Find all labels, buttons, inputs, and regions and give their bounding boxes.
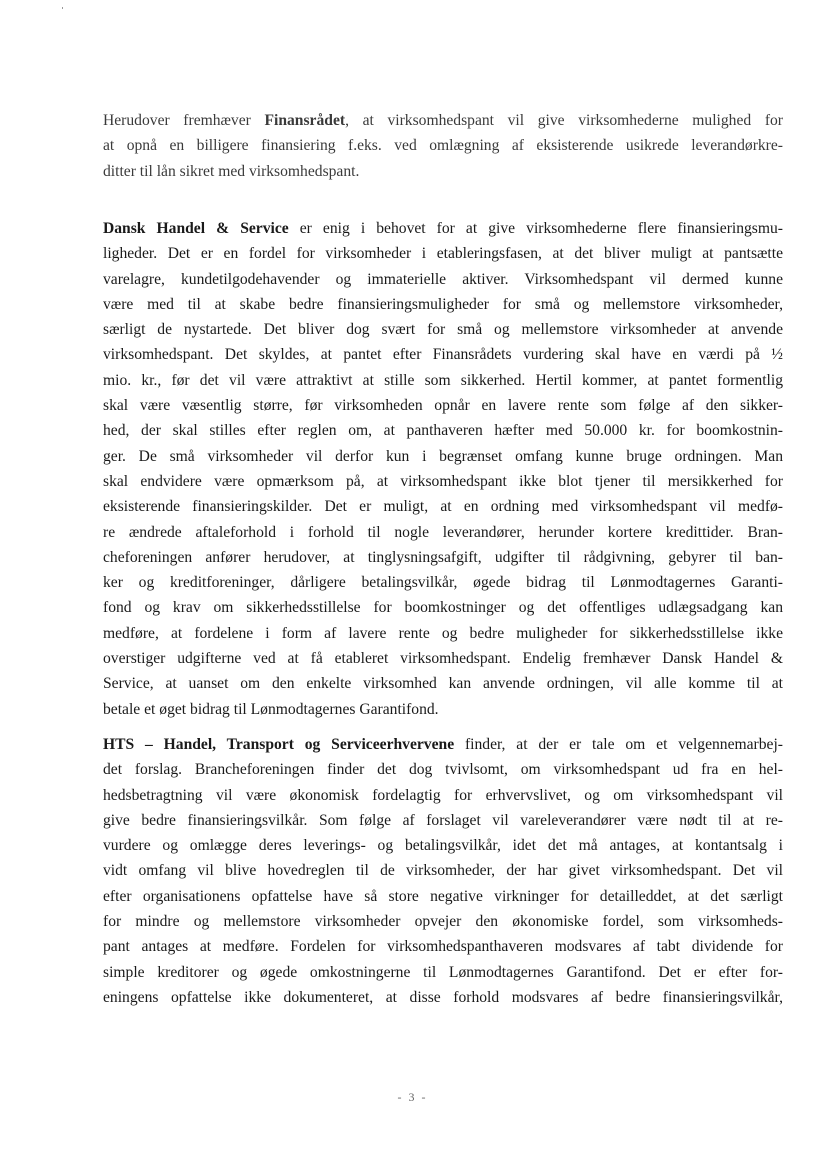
text-line: pant antages at medføre. Fordelen for virksomhedspanthaveren modsvares af tabt dividende for xyxy=(103,938,783,956)
organization-name: Finansrådet xyxy=(264,112,346,129)
text-line: mio. kr., før det vil være attraktivt at stille som sikkerhed. Hertil kommer, at pantet formentlig xyxy=(103,371,783,389)
text-line: eksisterende finansieringskilder. Det er muligt, at en ordning med virksomhedspant vil medfø- xyxy=(103,498,783,516)
text-line: eningens opfattelse ikke dokumenteret, at disse forhold modsvares af bedre finansieringsvilkår, xyxy=(103,988,783,1006)
text-run: , at virksomhedspant vil give virksomhederne mulighed for xyxy=(345,112,783,129)
organization-name: HTS – Handel, Transport og Serviceerhvervene xyxy=(103,736,455,753)
text-line: betale et øget bidrag til Lønmodtagernes Garantifond. xyxy=(103,700,439,718)
text-line xyxy=(103,216,783,241)
paragraph-dansk-handel-service xyxy=(103,216,783,722)
text-run: finder, at der er tale om et velgennemarbej- xyxy=(454,736,783,753)
text-line: simple kreditorer og øgede omkostningerne til Lønmodtagernes Garantifond. Det er efter for- xyxy=(103,963,783,981)
text-line: hedsbetragtning vil være økonomisk fordelagtig for erhvervslivet, og om virksomhedspant vil xyxy=(103,786,783,804)
text-line: vidt omfang vil blive hovedreglen til de virksomheder, der har givet virksomhedspant. Det vil xyxy=(103,862,783,880)
text-line: medføre, at fordelene i form af lavere rente og bedre muligheder for sikkerhedsstillelse ikke xyxy=(103,624,783,642)
text-line xyxy=(103,108,783,133)
text-line: vurdere og omlægge deres leverings- og betalingsvilkår, idet det må antages, at kontantsalg i xyxy=(103,837,783,855)
text-line: det forslag. Brancheforeningen finder det dog tvivlsomt, om virksomhedspant ud fra en hel- xyxy=(103,761,783,779)
text-line: skal være væsentlig større, før virksomheden opnår en lavere rente som følge af den sikker- xyxy=(103,397,783,415)
text-line: ker og kreditforeninger, dårligere betalingsvilkår, øgede bidrag til Lønmodtagernes Garanti- xyxy=(103,574,783,592)
text-line xyxy=(103,732,783,757)
text-line: cheforeningen anfører herudover, at tinglysningsafgift, udgifter til rådgivning, gebyrer til ban- xyxy=(103,548,783,566)
text-line: Service, at uanset om den enkelte virksomhed kan anvende ordningen, vil alle komme til at xyxy=(103,675,783,693)
text-line: skal endvidere være opmærksom på, at virksomhedspant ikke blot tjener til mersikkerhed for xyxy=(103,472,783,490)
page-number: - 3 - xyxy=(397,1090,428,1104)
organization-name: Dansk Handel & Service xyxy=(103,220,289,237)
text-line: at opnå en billigere finansiering f.eks. ved omlægning af eksisterende usikrede leverandørkre- xyxy=(103,137,783,155)
text-line: virksomhedspant. Det skyldes, at pantet efter Finansrådets vurdering skal have en værdi på ½ xyxy=(103,346,783,364)
text-line: overstiger udgifterne ved at få etableret virksomhedspant. Endelig fremhæver Dansk Handel & xyxy=(103,650,783,668)
text-line: være med til at skabe bedre finansieringsmuligheder for små og mellemstore virksomheder, xyxy=(103,295,783,313)
text-line: efter organisationens opfattelse have så store negative virkninger for detailleddet, at det særligt xyxy=(103,887,783,905)
text-line: for mindre og mellemstore virksomheder opvejer den økonomiske fordel, som virksomheds- xyxy=(103,913,783,931)
text-line: ditter til lån sikret med virksomhedspant. xyxy=(103,162,360,180)
text-line: fond og krav om sikkerhedsstillelse for boomkostninger og det offentliges udlægsadgang kan xyxy=(103,599,783,617)
text-line: særligt de nystartede. Det bliver dog svært for små og mellemstore virksomheder at anvende xyxy=(103,321,783,339)
text-line: give bedre finansieringsvilkår. Som følge af forslaget vil vareleverandører være nødt til at re- xyxy=(103,811,783,829)
text-line: re ændrede aftaleforhold i forhold til nogle leverandører, herunder kortere kredittider. Bran- xyxy=(103,523,783,541)
scan-speck xyxy=(62,7,63,9)
text-line: varelagre, kundetilgodehavender og immaterielle aktiver. Virksomhedspant vil dermed kunne xyxy=(103,270,783,288)
text-run: Herudover fremhæver xyxy=(103,112,265,129)
paragraph-finansraadet xyxy=(103,108,783,184)
paragraph-hts xyxy=(103,732,783,1010)
text-line: ger. De små virksomheder vil derfor kun i begrænset omfang kunne bruge ordningen. Man xyxy=(103,447,783,465)
text-line: ligheder. Det er en fordel for virksomheder i etableringsfasen, at det bliver muligt at pantsætte xyxy=(103,245,783,263)
text-run: er enig i behovet for at give virksomhederne flere finansieringsmu- xyxy=(288,220,783,237)
text-line: hed, der skal stilles efter reglen om, at panthaveren hæfter med 50.000 kr. for boomkostnin- xyxy=(103,422,783,440)
